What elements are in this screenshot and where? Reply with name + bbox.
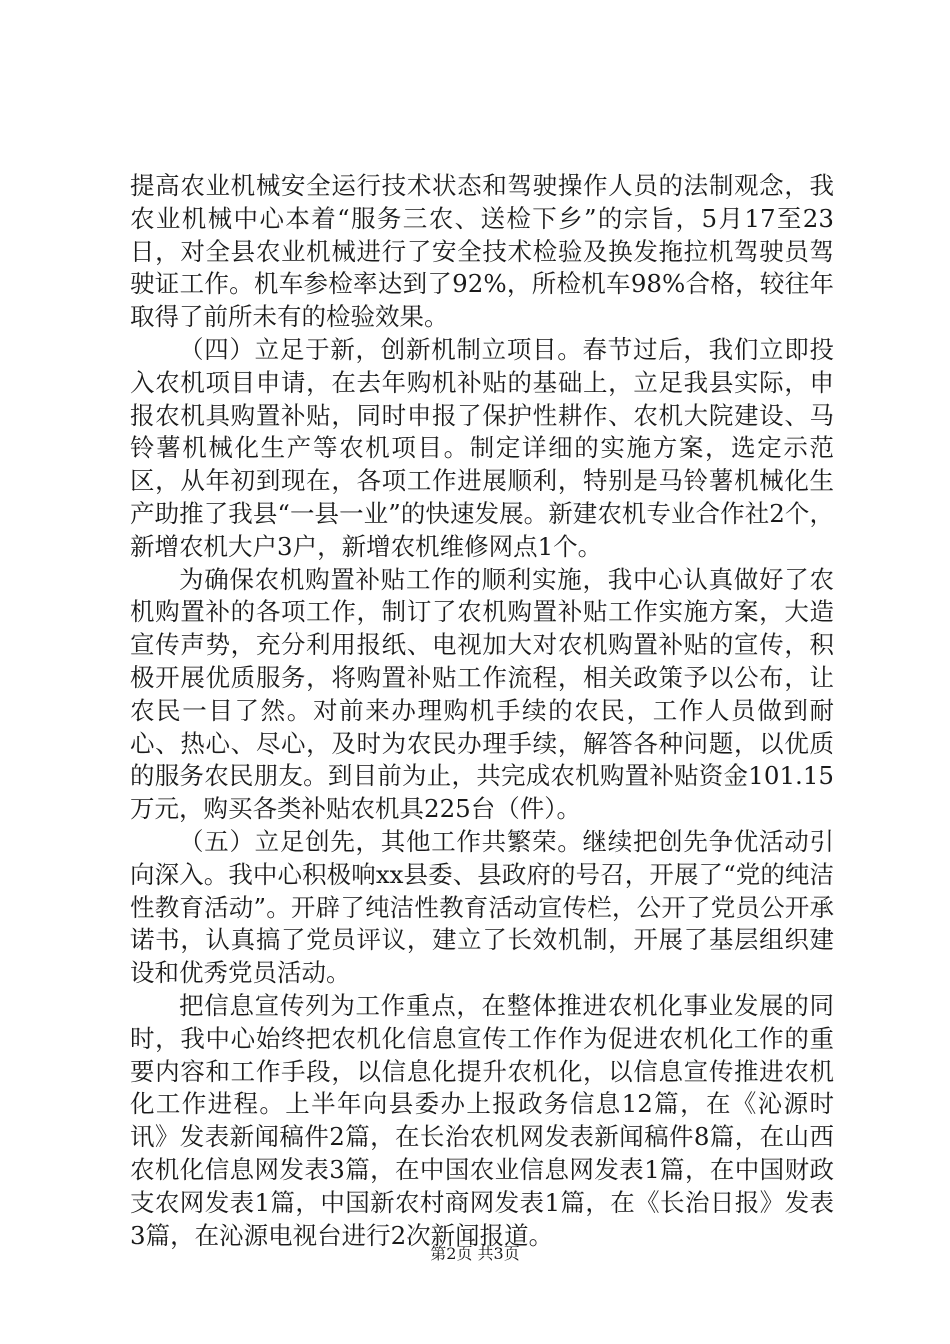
paragraph-subsidy: 为确保农机购置补贴工作的顺利实施，我中心认真做好了农机购置补的各项工作，制订了农机购置补贴工作实施方案，大造宣传声势，充分利用报纸、电视加大对农机购置补贴的宣传，积极开展优质服务，将购置补贴工作流程，相关政策予以公布，让农民一目了然。对前来办理购机手续的农民，工作人员做到耐心、热心、尽心，及时为农民办理手续，解答各种问题，以优质的服务农民朋友。到目前为止，共完成农机购置补贴资金101.15万元，购买各类补贴农机具225台（件）。 xyxy=(130,564,834,824)
paragraph-section-five: （五）立足创先，其他工作共繁荣。继续把创先争优活动引向深入。我中心积极响xx县委、县政府的号召，开展了“党的纯洁性教育活动”。开辟了纯洁性教育活动宣传栏，公开了党员公开承诺书，认真搞了党员评议，建立了长效机制，开展了基层组织建设和优秀党员活动。 xyxy=(130,826,834,988)
page-footer: 第2页 共3页 xyxy=(430,1244,520,1263)
paragraph-continued: 提高农业机械安全运行技术状态和驾驶操作人员的法制观念，我农业机械中心本着“服务三农、送检下乡”的宗旨，5月17至23日，对全县农业机械进行了安全技术检验及换发拖拉机驾驶员驾驶证工作。机车参检率达到了92%，所检机车98%合格，较往年取得了前所未有的检验效果。 xyxy=(130,171,834,332)
paragraph-publicity: 把信息宣传列为工作重点，在整体推进农机化事业发展的同时，我中心始终把农机化信息宣传工作作为促进农机化工作的重要内容和工作手段，以信息化提升农机化，以信息宣传推进农机化工作进程。上半年向县委办上报政务信息12篇，在《沁源时讯》发表新闻稿件2篇，在长治农机网发表新闻稿件8篇，在山西农机化信息网发表3篇，在中国农业信息网发表1篇，在中国财政支农网发表1篇，中国新农村商网发表1篇，在《长治日报》发表3篇，在沁源电视台进行2次新闻报道。 xyxy=(130,990,834,1250)
document-body xyxy=(130,170,834,1252)
paragraph-section-four: （四）立足于新，创新机制立项目。春节过后，我们立即投入农机项目申请，在去年购机补贴的基础上，立足我县实际，申报农机具购置补贴，同时申报了保护性耕作、农机大院建设、马铃薯机械化生产等农机项目。制定详细的实施方案，选定示范区，从年初到现在，各项工作进展顺利，特别是马铃薯机械化生产助推了我县“一县一业”的快速发展。新建农机专业合作社2个，新增农机大户3户，新增农机维修网点1个。 xyxy=(130,334,834,561)
